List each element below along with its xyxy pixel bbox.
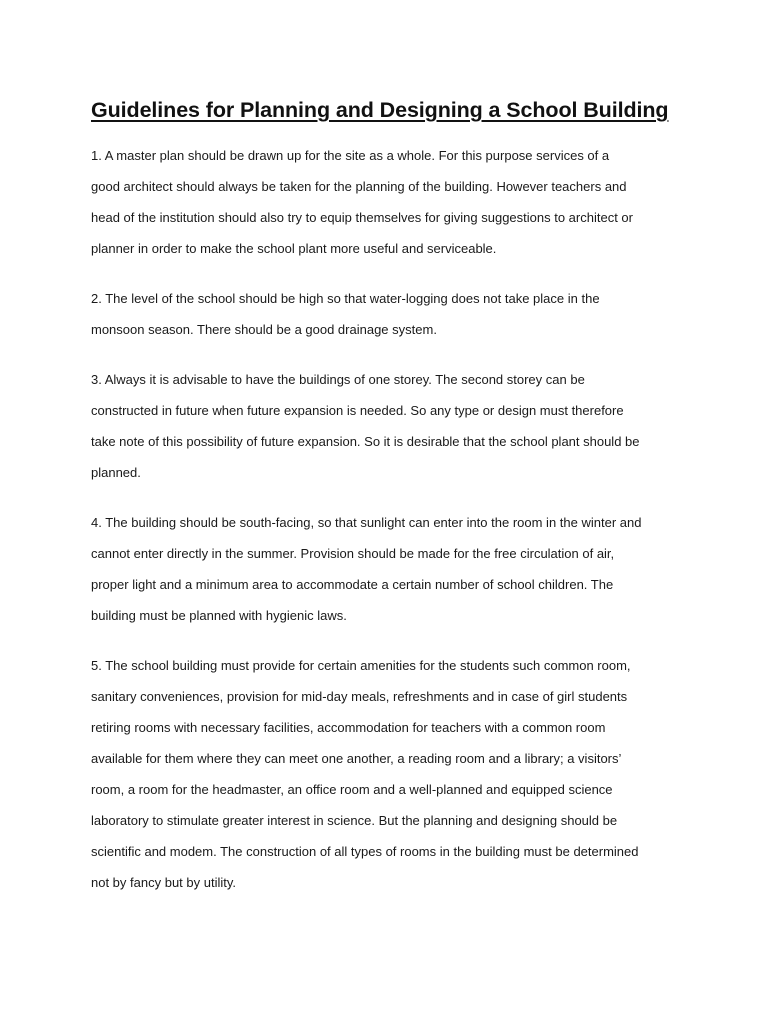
paragraph-line: sanitary conveniences, provision for mid-day meals, refreshments and in case of girl students [91,689,628,704]
paragraph-line: 5. The school building must provide for certain amenities for the students such common room, [91,658,631,673]
paragraph-1 [91,140,691,264]
paragraph-line: good architect should always be taken for the planning of the building. However teachers and [91,179,627,194]
paragraph-line: cannot enter directly in the summer. Provision should be made for the free circulation of air, [91,546,615,561]
paragraph-2 [91,283,691,345]
paragraph-line: available for them where they can meet one another, a reading room and a library; a visitors’ [91,751,622,766]
paragraph-line: planned. [91,465,141,480]
paragraph-line: laboratory to stimulate greater interest in science. But the planning and designing should be [91,813,618,828]
paragraph-line: retiring rooms with necessary facilities, accommodation for teachers with a common room [91,720,606,735]
paragraph-line: head of the institution should also try to equip themselves for giving suggestions to architect or [91,210,633,225]
paragraph-line: constructed in future when future expansion is needed. So any type or design must therefore [91,403,624,418]
paragraph-line: planner in order to make the school plant more useful and serviceable. [91,241,497,256]
document-title: Guidelines for Planning and Designing a School Building [91,98,669,122]
paragraph-line: room, a room for the headmaster, an office room and a well-planned and equipped science [91,782,613,797]
paragraph-3 [91,364,691,488]
paragraph-line: monsoon season. There should be a good drainage system. [91,322,437,337]
paragraph-line: 1. A master plan should be drawn up for the site as a whole. For this purpose services of a [91,148,610,163]
paragraph-line: take note of this possibility of future expansion. So it is desirable that the school plant should be [91,434,640,449]
paragraph-line: proper light and a minimum area to accommodate a certain number of school children. The [91,577,614,592]
paragraph-line: 2. The level of the school should be high so that water-logging does not take place in the [91,291,600,306]
paragraph-4 [91,507,691,631]
paragraph-line: building must be planned with hygienic laws. [91,608,347,623]
paragraph-5 [91,650,691,898]
paragraph-line: not by fancy but by utility. [91,875,236,890]
paragraph-line: 3. Always it is advisable to have the buildings of one storey. The second storey can be [91,372,585,387]
paragraph-line: 4. The building should be south-facing, so that sunlight can enter into the room in the winter and [91,515,642,530]
paragraph-line: scientific and modem. The construction of all types of rooms in the building must be determined [91,844,639,859]
